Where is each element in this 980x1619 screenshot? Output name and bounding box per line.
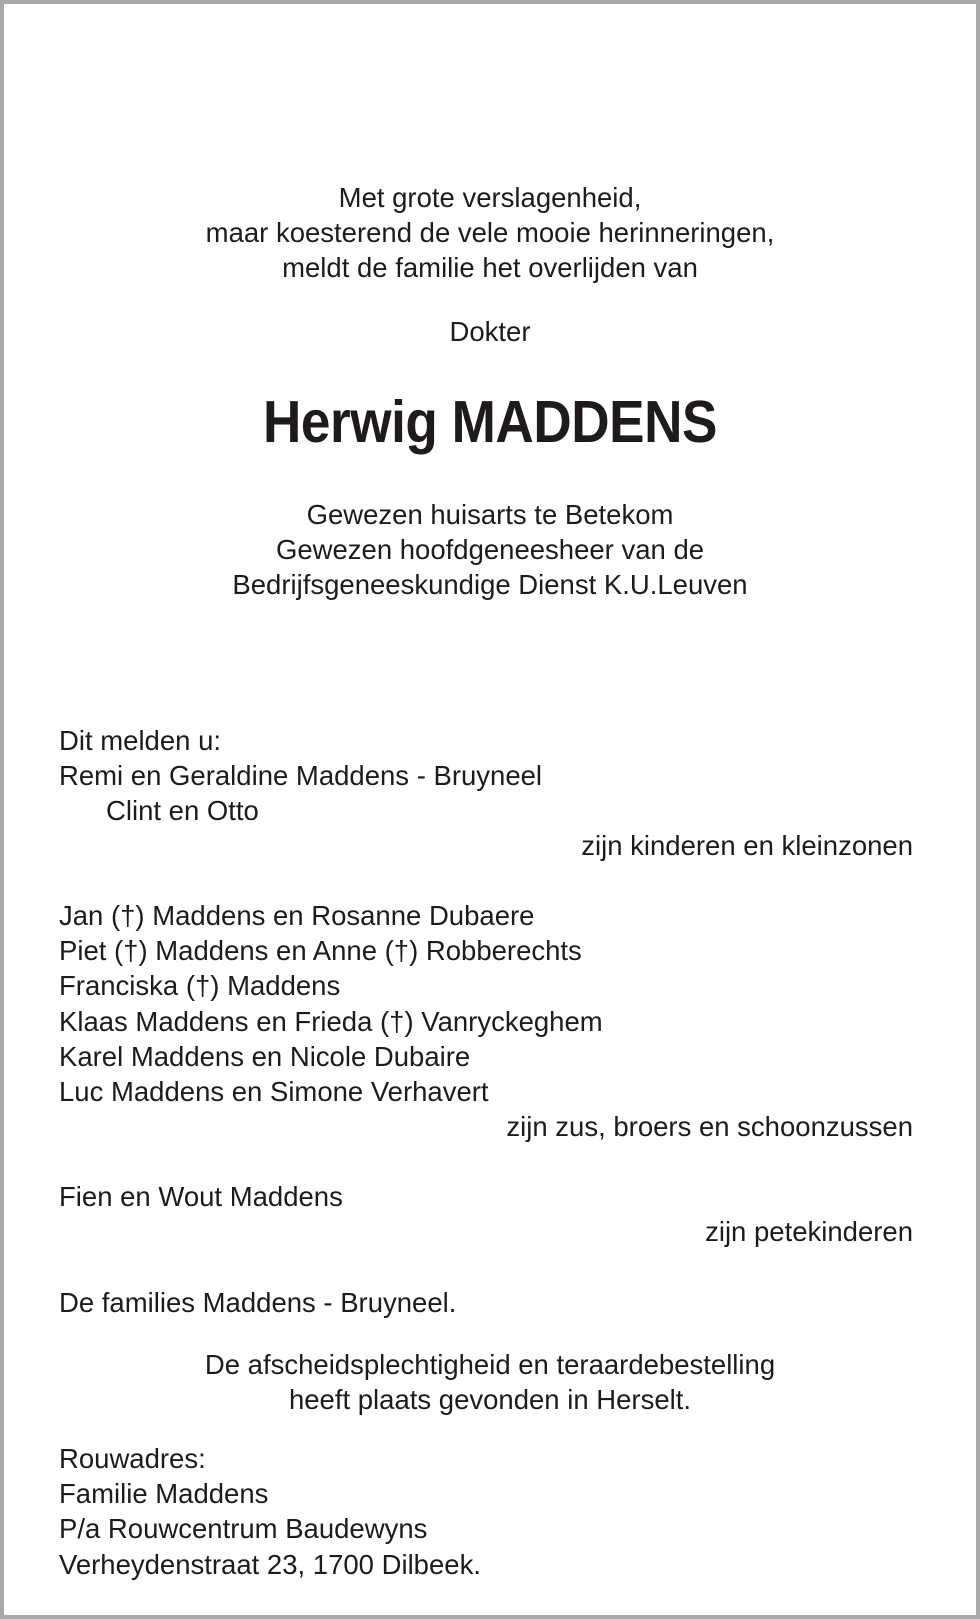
godchildren-relation: zijn petekinderen	[705, 1216, 913, 1247]
intro-line: meldt de familie het overlijden van	[282, 252, 698, 284]
announcers-heading: Dit melden u:	[59, 725, 222, 756]
address-line: Verheydenstraat 23, 1700 Dilbeek.	[59, 1548, 481, 1580]
intro-text	[4, 180, 976, 286]
sibling-line: Luc Maddens en Simone Verhavert	[59, 1076, 489, 1108]
families-line: De families Maddens - Bruyneel.	[59, 1287, 457, 1318]
grandchildren-line: Clint en Otto	[106, 795, 259, 826]
siblings-relation: zijn zus, broers en schoonzussen	[506, 1111, 913, 1142]
address-line: Familie Maddens	[59, 1478, 269, 1510]
ceremony-line: De afscheidsplechtigheid en teraardebestelling	[204, 1349, 776, 1380]
sibling-line: Jan (†) Maddens en Rosanne Dubaere	[59, 900, 535, 931]
intro-line: maar koesterend de vele mooie herinneringen,	[205, 217, 775, 249]
address-line: P/a Rouwcentrum Baudewyns	[59, 1513, 428, 1545]
sibling-line: Franciska (†) Maddens	[59, 970, 341, 1002]
godchildren-line: Fien en Wout Maddens	[59, 1181, 343, 1212]
sibling-line: Piet (†) Maddens en Anne (†) Robberechts	[59, 935, 582, 967]
address-heading: Rouwadres:	[59, 1443, 206, 1474]
deceased-name: Herwig MADDENS	[263, 389, 717, 455]
sibling-line: Klaas Maddens en Frieda (†) Vanryckeghem	[59, 1005, 603, 1037]
ceremony-text	[4, 1347, 976, 1417]
siblings-list	[59, 898, 603, 1109]
ceremony-line: heeft plaats gevonden in Herselt.	[288, 1384, 692, 1416]
children-relation: zijn kinderen en kleinzonen	[581, 830, 913, 861]
mourning-address	[59, 1441, 481, 1582]
intro-line: Met grote verslagenheid,	[338, 182, 642, 213]
career-line: Bedrijfsgeneeskundige Dienst K.U.Leuven	[232, 569, 748, 601]
career-line: Gewezen hoofdgeneesheer van de	[275, 534, 705, 566]
honorific: Dokter	[449, 316, 531, 347]
career-text	[4, 497, 976, 603]
career-line: Gewezen huisarts te Betekom	[306, 499, 674, 530]
children-line: Remi en Geraldine Maddens - Bruyneel	[59, 760, 543, 791]
sibling-line: Karel Maddens en Nicole Dubaire	[59, 1040, 471, 1072]
